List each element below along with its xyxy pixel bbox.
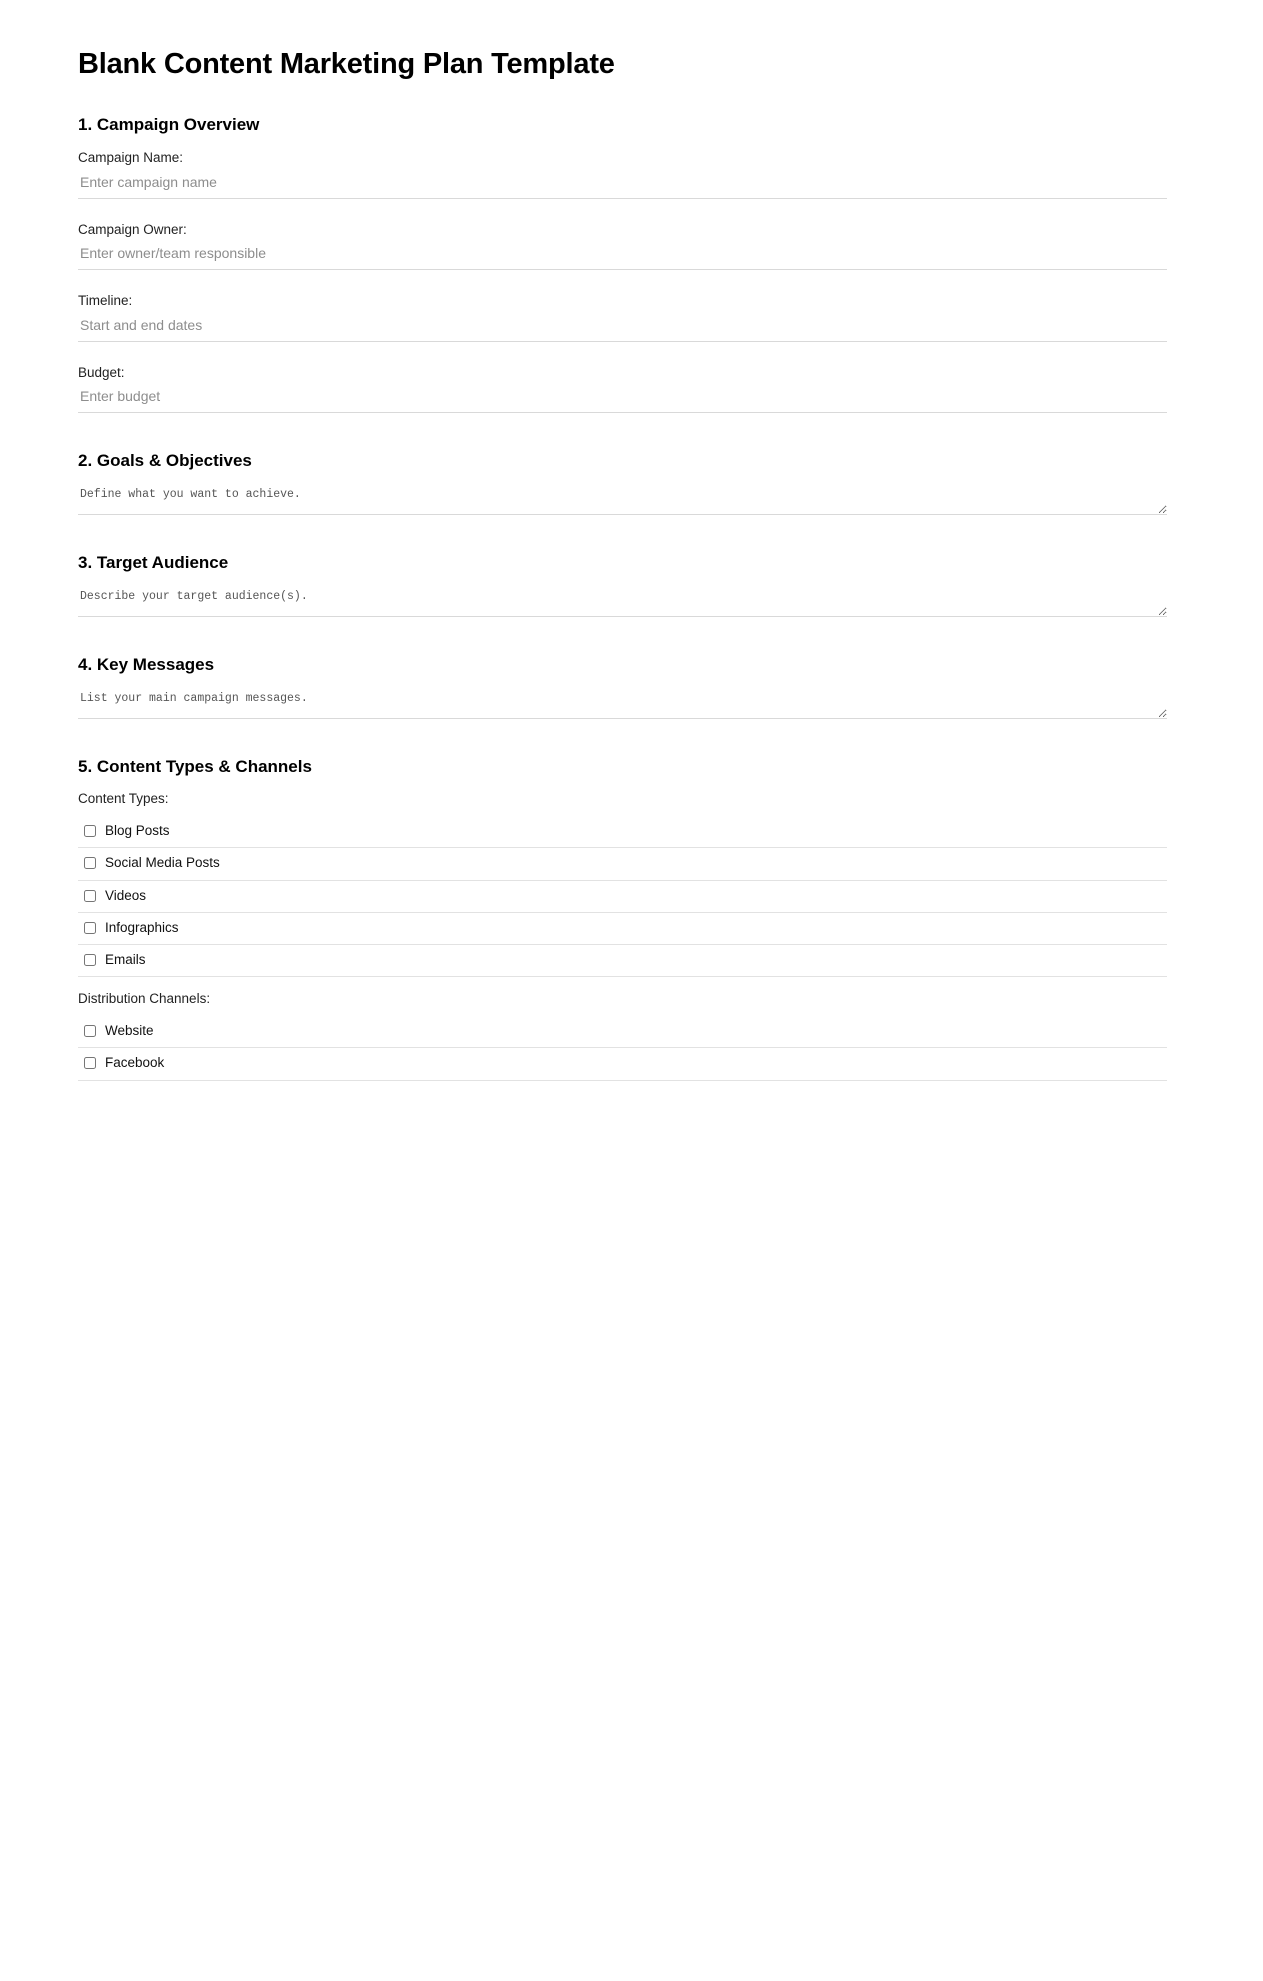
audience-textarea[interactable] bbox=[78, 587, 1167, 617]
label-campaign-owner: Campaign Owner: bbox=[78, 221, 187, 237]
checkbox-label-website: Website bbox=[105, 1023, 154, 1039]
section-target-audience bbox=[78, 553, 1167, 617]
label-distribution-channels: Distribution Channels: bbox=[78, 991, 211, 1007]
section-heading-content-channels: 5. Content Types & Channels bbox=[78, 757, 312, 777]
checkbox-row-social-media-posts[interactable] bbox=[78, 848, 1167, 880]
checkbox-website[interactable] bbox=[84, 1025, 96, 1037]
checkbox-label-infographics: Infographics bbox=[105, 919, 179, 935]
checkbox-row-facebook[interactable] bbox=[78, 1048, 1167, 1080]
checkbox-videos[interactable] bbox=[84, 890, 96, 902]
checkbox-row-blog-posts[interactable] bbox=[78, 816, 1167, 848]
checkbox-row-videos[interactable] bbox=[78, 881, 1167, 913]
checkbox-label-social-media-posts: Social Media Posts bbox=[105, 855, 220, 871]
checkbox-blog-posts[interactable] bbox=[84, 825, 96, 837]
page-bottom-space bbox=[78, 1081, 1167, 1981]
section-key-messages bbox=[78, 655, 1167, 719]
label-timeline: Timeline: bbox=[78, 293, 133, 309]
section-heading-campaign-overview: 1. Campaign Overview bbox=[78, 115, 260, 134]
checkbox-social-media-posts[interactable] bbox=[84, 857, 96, 869]
checkbox-label-facebook: Facebook bbox=[105, 1055, 165, 1071]
checkbox-infographics[interactable] bbox=[84, 922, 96, 934]
section-content-types-channels bbox=[78, 757, 1167, 1080]
checkbox-label-blog-posts: Blog Posts bbox=[105, 823, 170, 839]
checkbox-label-videos: Videos bbox=[105, 887, 147, 903]
checkbox-row-website[interactable] bbox=[78, 1016, 1167, 1048]
section-campaign-overview bbox=[78, 115, 1167, 413]
checkbox-label-emails: Emails bbox=[105, 951, 146, 967]
section-heading-goals: 2. Goals & Objectives bbox=[78, 451, 252, 471]
label-content-types: Content Types: bbox=[78, 791, 169, 807]
section-heading-audience: 3. Target Audience bbox=[78, 553, 229, 573]
campaign-name-input[interactable] bbox=[78, 172, 1167, 199]
label-budget: Budget: bbox=[78, 364, 125, 380]
campaign-owner-input[interactable] bbox=[78, 243, 1167, 270]
budget-input[interactable] bbox=[78, 386, 1167, 413]
timeline-input[interactable] bbox=[78, 315, 1167, 342]
checkbox-row-emails[interactable] bbox=[78, 945, 1167, 977]
label-campaign-name: Campaign Name: bbox=[78, 150, 184, 165]
section-heading-messages: 4. Key Messages bbox=[78, 655, 215, 675]
checkbox-emails[interactable] bbox=[84, 954, 96, 966]
checkbox-row-infographics[interactable] bbox=[78, 913, 1167, 945]
checkbox-facebook[interactable] bbox=[84, 1057, 96, 1069]
page-title: Blank Content Marketing Plan Template bbox=[78, 48, 615, 80]
messages-textarea[interactable] bbox=[78, 689, 1167, 719]
section-goals-objectives bbox=[78, 451, 1167, 515]
goals-textarea[interactable] bbox=[78, 485, 1167, 515]
